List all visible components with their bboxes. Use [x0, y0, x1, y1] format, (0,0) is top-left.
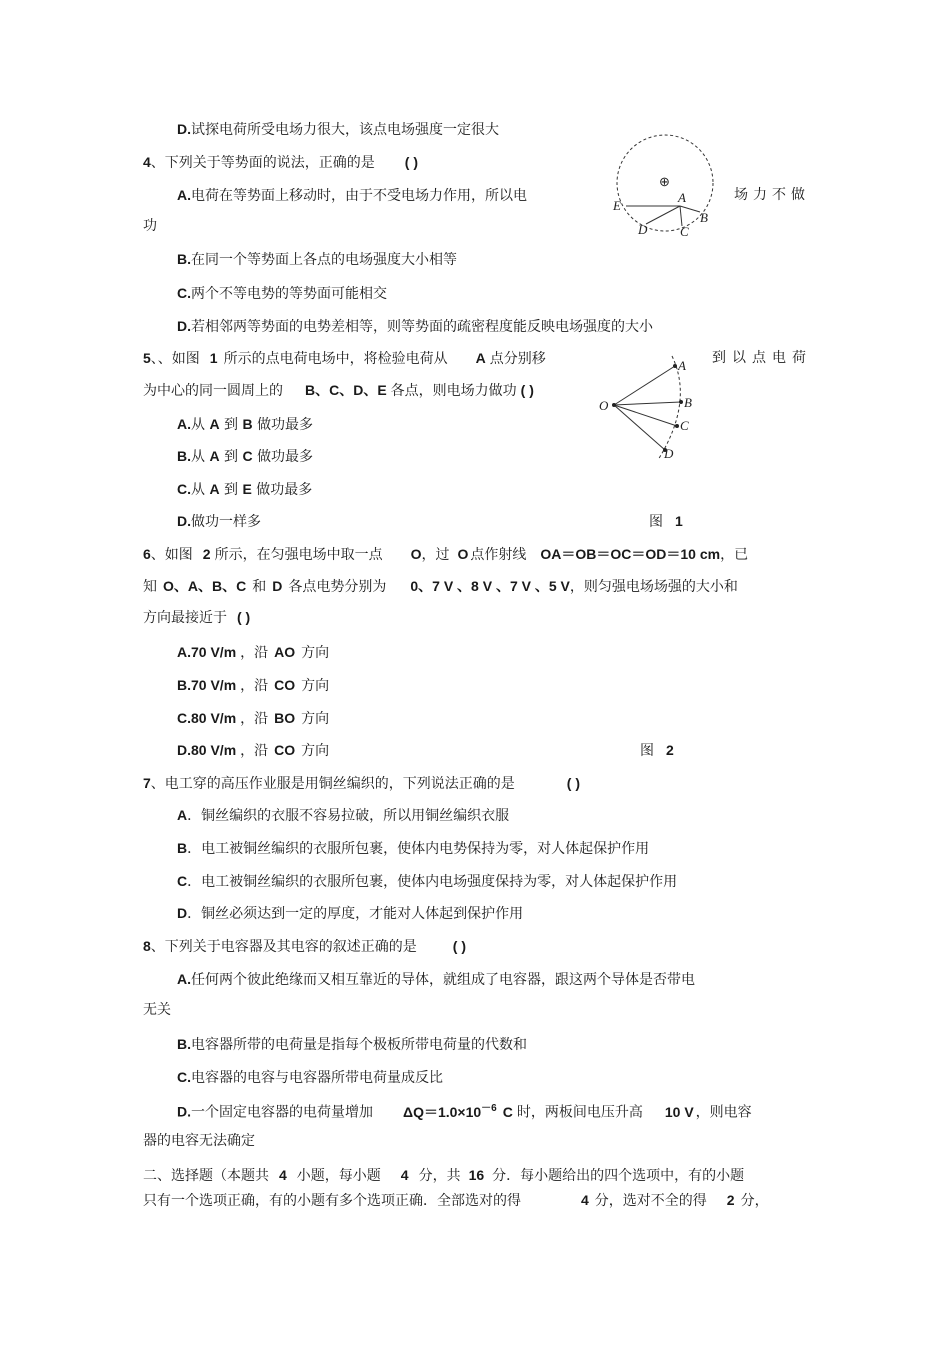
option-text: ，则电容: [695, 1104, 752, 1121]
point-b: [679, 400, 683, 404]
question-text: 点作射线: [470, 547, 527, 563]
caption-number: 1: [675, 513, 683, 529]
figure-1-point-charge-arc: [596, 352, 706, 464]
full-score: 4: [581, 1192, 589, 1208]
figure-ref: 1: [209, 350, 218, 366]
segment-ab: [680, 206, 700, 212]
option-letter: D.: [177, 513, 191, 529]
count-value: 4: [279, 1167, 287, 1183]
point-label: A: [475, 350, 486, 366]
option-letter: A: [177, 807, 188, 823]
question-text: 方向最接近于: [143, 610, 227, 626]
charge-increment: ΔQ＝1.0×10: [403, 1103, 482, 1120]
section-text: 分，选对不全的得: [594, 1193, 707, 1209]
q7-option-d: [177, 904, 523, 923]
question-number: 4: [143, 154, 151, 170]
option-text: ，沿: [240, 645, 269, 661]
potential-values: 0、7 V 、8 V 、7 V 、5 V: [410, 578, 570, 594]
option-text: 一个固定电容器的电荷量增加: [191, 1104, 373, 1121]
q5-option-b: [177, 447, 313, 466]
total-score: 16: [468, 1167, 485, 1183]
partial-score: 2: [726, 1192, 735, 1208]
figure-ref: 2: [202, 546, 211, 562]
option-letter: D.: [177, 1103, 191, 1120]
q8-option-d-wrap: 器的电容无法确定: [143, 1133, 255, 1149]
q7-option-a: [177, 806, 509, 825]
question-text: ，已: [720, 547, 749, 563]
question-text: 为中心的同一圆周上的: [143, 383, 283, 399]
ray-ob: [614, 402, 681, 405]
q6-stem-line1: [143, 545, 748, 564]
option-text: 从: [191, 449, 205, 465]
point-label: O: [457, 546, 469, 562]
q8-option-a-wrap: 无关: [143, 1002, 171, 1018]
q8-option-c: [177, 1068, 443, 1087]
segment-ac: [680, 206, 682, 226]
label-d: D: [638, 222, 648, 237]
option-value: C.80 V/m: [177, 710, 237, 726]
ray-od: [614, 405, 665, 450]
option-value: D.80 V/m: [177, 742, 237, 758]
question-text: 、下列关于等势面的说法，正确的是: [150, 155, 375, 171]
option-value: A.70 V/m: [177, 644, 237, 660]
option-text: 方向: [301, 743, 330, 759]
option-letter: A.: [177, 187, 191, 203]
answer-blank: ( ): [452, 938, 467, 954]
figure-1-caption: [649, 512, 683, 531]
q4-stem: [143, 153, 418, 172]
option-letter: C: [177, 873, 188, 889]
ray-oc: [614, 405, 677, 426]
option-value: B.70 V/m: [177, 677, 237, 693]
q6-stem-line2: [143, 577, 738, 596]
option-text: 若相邻两等势面的电势差相等，则等势面的疏密程度能反映电场强度的大小: [191, 319, 653, 335]
option-text: 从: [191, 417, 205, 433]
point-label: A: [209, 481, 220, 497]
option-text: 方向: [301, 711, 330, 727]
option-text: ．电工被铜丝编织的衣服所包裹，使体内电势保持为零，对人体起保护作用: [187, 841, 650, 857]
ray-lengths: OA＝OB＝OC＝OD＝10 cm: [540, 546, 721, 562]
question-text: 点分别移: [489, 351, 546, 367]
section-text: 小题，每小题: [296, 1168, 381, 1184]
q3-option-d: [177, 120, 499, 139]
voltage-value: 10 V: [664, 1103, 694, 1120]
option-letter: B: [177, 840, 188, 856]
answer-blank: ( ): [404, 154, 419, 170]
caption-word: 图: [640, 743, 654, 759]
question-text: 各点，则电场力做功: [390, 383, 517, 399]
ray-oa: [614, 366, 675, 405]
option-letter: C.: [177, 481, 191, 497]
option-letter: A.: [177, 416, 191, 432]
point-label: O: [410, 546, 422, 562]
q6-option-c: [177, 709, 329, 728]
point-labels: O、A、B、C: [163, 578, 247, 594]
label-b: B: [684, 395, 692, 410]
option-text: 做功最多: [256, 482, 313, 498]
positive-charge-icon: ⊕: [659, 174, 670, 189]
q6-option-a: [177, 643, 329, 662]
question-text: 所示的点电荷电场中，将检验电荷从: [223, 351, 448, 367]
option-text: 做功最多: [257, 417, 314, 433]
point-label: C: [242, 448, 253, 464]
q6-stem-line3: [143, 608, 250, 627]
point-labels: B、C、D、E: [305, 382, 387, 398]
section-text: 只有一个选项正确，有的小题有多个选项正确．全部选对的得: [143, 1193, 521, 1209]
question-number: 8: [143, 938, 151, 954]
option-letter: B.: [177, 448, 191, 464]
section-2-intro-line1: [143, 1166, 744, 1185]
option-text: 做功最多: [257, 449, 314, 465]
label-e: E: [613, 198, 621, 213]
option-text: 电荷在等势面上移动时，由于不受电场力作用，所以电: [191, 188, 527, 204]
question-text: 、如图: [150, 547, 193, 563]
question-number: 7: [143, 775, 151, 791]
option-text: 从: [191, 482, 205, 498]
question-text: 所示，在匀强电场中取一点: [214, 547, 383, 563]
direction-label: BO: [274, 710, 296, 726]
arc-dashed: [658, 356, 680, 460]
question-text: ，则匀强电场场强的大小和: [569, 579, 738, 595]
option-letter: B.: [177, 1036, 191, 1052]
label-d: D: [664, 446, 674, 461]
section-text: 分．每小题给出的四个选项中，有的小题: [492, 1168, 745, 1184]
option-letter: D.: [177, 318, 191, 334]
q5-option-c: [177, 480, 312, 499]
equipotential-circle-figure: [608, 128, 724, 240]
option-text: 任何两个彼此绝缘而又相互靠近的导体，就组成了电容器，跟这两个导体是否带电: [191, 972, 695, 988]
q5-stem-line1: [143, 349, 546, 368]
q7-option-c: [177, 872, 677, 891]
section-2-intro-line2: [143, 1191, 769, 1210]
answer-blank: ( ): [520, 382, 534, 398]
option-letter: C.: [177, 285, 191, 301]
q4-option-c: [177, 284, 387, 303]
label-c: C: [680, 418, 689, 433]
q7-option-b: [177, 839, 649, 858]
option-text: 方向: [301, 678, 330, 694]
q8-option-d: [177, 1100, 752, 1122]
label-o: O: [599, 398, 609, 413]
option-text: 到: [224, 449, 239, 465]
option-text: 做功一样多: [191, 514, 261, 530]
q5-option-a: [177, 415, 313, 434]
option-letter: D.: [177, 121, 191, 137]
score-value: 4: [400, 1167, 409, 1183]
question-text: 、电工穿的高压作业服是用铜丝编织的，下列说法正确的是: [150, 776, 515, 792]
option-text: ．铜丝编织的衣服不容易拉破，所以用铜丝编织衣服: [187, 808, 510, 824]
direction-label: CO: [274, 677, 296, 693]
question-text: 、下列关于电容器及其电容的叙述正确的是: [150, 939, 417, 955]
option-text: 在同一个等势面上各点的电场强度大小相等: [191, 252, 457, 268]
q7-stem: [143, 774, 580, 793]
q6-option-d: [177, 741, 329, 760]
label-a: A: [678, 190, 686, 205]
question-text: 知: [143, 579, 157, 595]
q6-option-b: [177, 676, 329, 695]
label-a: A: [678, 358, 686, 373]
question-text: ，过: [421, 547, 450, 563]
q8-option-a: [177, 970, 695, 989]
option-text: ，沿: [240, 743, 269, 759]
point-label: D: [272, 578, 283, 594]
option-text: ．铜丝必须达到一定的厚度，才能对人体起到保护作用: [187, 906, 524, 922]
option-text: ．电工被铜丝编织的衣服所包裹，使体内电场强度保持为零，对人体起保护作用: [187, 874, 678, 890]
option-text: ，沿: [240, 711, 269, 727]
unit-label: C: [502, 1103, 513, 1120]
question-number: 6: [143, 546, 151, 562]
point-a: [673, 364, 677, 368]
direction-label: AO: [274, 644, 296, 660]
q4-option-a-tail: 场力不做: [734, 187, 810, 203]
direction-label: CO: [274, 742, 296, 758]
point-label: B: [242, 416, 253, 432]
option-text: 电容器所带的电荷量是指每个极板所带电荷量的代数和: [191, 1037, 527, 1053]
caption-word: 图: [649, 514, 663, 530]
q4-option-d: [177, 317, 653, 336]
option-letter: C.: [177, 1069, 191, 1085]
section-text: 分，: [740, 1193, 769, 1209]
q4-option-a: [177, 186, 527, 205]
point-label: A: [209, 448, 220, 464]
q5-stem-line2: [143, 381, 534, 400]
q4-option-a-wrap: 功: [143, 218, 157, 234]
option-text: 到: [224, 417, 239, 433]
section-text: 二、选择题（本题共: [143, 1168, 269, 1184]
point-c: [675, 424, 679, 428]
point-label: A: [209, 416, 220, 432]
option-letter: D: [177, 905, 188, 921]
q4-option-b: [177, 250, 457, 269]
answer-blank: ( ): [566, 775, 581, 791]
option-text: ，沿: [240, 678, 269, 694]
option-text: 时，两板间电压升高: [516, 1104, 643, 1121]
option-text: 电容器的电容与电容器所带电荷量成反比: [191, 1070, 443, 1086]
option-text: 到: [224, 482, 239, 498]
answer-blank: ( ): [237, 609, 251, 625]
section-text: 分，共: [418, 1168, 461, 1184]
q8-stem: [143, 937, 466, 956]
question-text: 各点电势分别为: [288, 579, 387, 595]
question-number: 5: [143, 350, 151, 366]
q5-stem-tail: 到以点电荷: [712, 350, 812, 366]
option-letter: B.: [177, 251, 191, 267]
option-letter: A.: [177, 971, 191, 987]
option-text: 两个不等电势的等势面可能相交: [191, 286, 387, 302]
segment-ad: [646, 206, 680, 224]
question-text: 和: [252, 579, 267, 595]
caption-number: 2: [666, 742, 674, 758]
point-label: E: [242, 481, 252, 497]
point-o: [612, 403, 616, 407]
figure-2-caption: [640, 741, 674, 760]
option-text: 方向: [301, 645, 330, 661]
option-text: 试探电荷所受电场力很大，该点电场强度一定很大: [191, 122, 499, 138]
q8-option-b: [177, 1035, 527, 1054]
label-b: B: [700, 210, 708, 225]
q5-option-d: [177, 512, 261, 531]
exponent: －6: [481, 1103, 497, 1114]
question-text: 、、如图: [150, 351, 200, 367]
label-c: C: [680, 224, 689, 239]
